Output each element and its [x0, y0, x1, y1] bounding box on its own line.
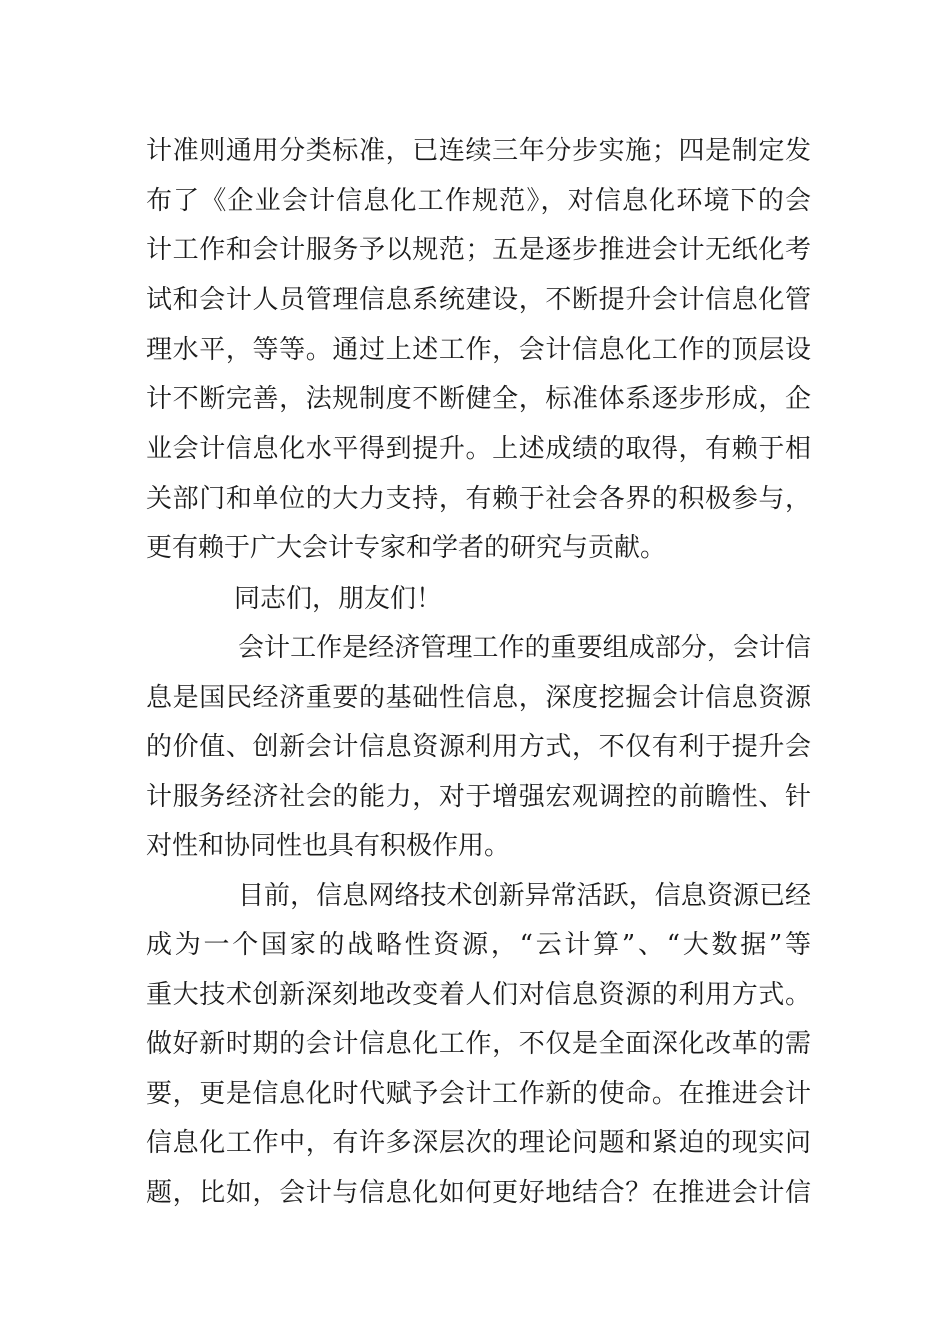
- text-line: 关部门和单位的大力支持，有赖于社会各界的积极参与，: [146, 484, 811, 514]
- salutation: 同志们，朋友们！: [234, 584, 443, 614]
- text-line: 成为一个国家的战略性资源，“云计算”、“大数据”等: [146, 930, 811, 960]
- text-line: 更有赖于广大会计专家和学者的研究与贡献。: [146, 533, 667, 563]
- text-line: 重大技术创新深刻地改变着人们对信息资源的利用方式。: [146, 980, 811, 1010]
- text-line: 布了《企业会计信息化工作规范》，对信息化环境下的会: [146, 186, 811, 216]
- text-line: 息是国民经济重要的基础性信息，深度挖掘会计信息资源: [146, 683, 811, 713]
- text-line: 题，比如，会计与信息化如何更好地结合？在推进会计信: [146, 1178, 811, 1208]
- text-line: 会计工作是经济管理工作的重要组成部分，会计信: [238, 633, 811, 663]
- text-line: 计准则通用分类标准，已连续三年分步实施；四是制定发: [146, 136, 811, 166]
- text-line: 计不断完善，法规制度不断健全，标准体系逐步形成，企: [146, 384, 811, 414]
- text-line: 的价值、创新会计信息资源利用方式，不仅有利于提升会: [146, 732, 811, 762]
- text-line: 计服务经济社会的能力，对于增强宏观调控的前瞻性、针: [146, 782, 811, 812]
- text-line: 目前，信息网络技术创新异常活跃，信息资源已经: [238, 881, 811, 911]
- text-line: 计工作和会计服务予以规范；五是逐步推进会计无纸化考: [146, 235, 811, 265]
- text-line: 试和会计人员管理信息系统建设，不断提升会计信息化管: [146, 285, 811, 315]
- text-line: 对性和协同性也具有积极作用。: [146, 831, 511, 861]
- text-line: 业会计信息化水平得到提升。上述成绩的取得，有赖于相: [146, 434, 811, 464]
- text-line: 理水平，等等。通过上述工作，会计信息化工作的顶层设: [146, 335, 811, 365]
- text-line: 信息化工作中，有许多深层次的理论问题和紧迫的现实问: [146, 1128, 811, 1158]
- text-line: 做好新时期的会计信息化工作，不仅是全面深化改革的需: [146, 1029, 811, 1059]
- text-line: 要，更是信息化时代赋予会计工作新的使命。在推进会计: [146, 1079, 811, 1109]
